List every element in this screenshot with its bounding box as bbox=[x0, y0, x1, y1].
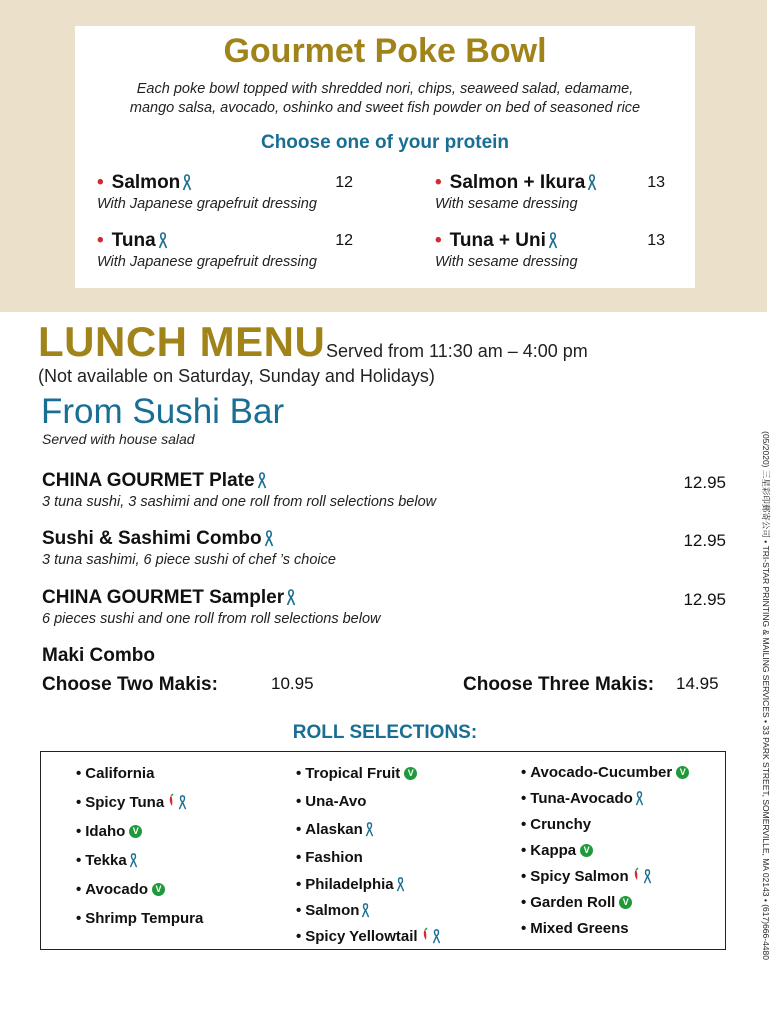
poke-subtitle: Choose one of your protein bbox=[260, 132, 510, 153]
sushi-bar-title: From Sushi Bar bbox=[41, 392, 285, 431]
sushi-item-price: 12.95 bbox=[683, 590, 726, 609]
poke-item-name: Tuna bbox=[111, 230, 156, 251]
roll-selections-box bbox=[40, 751, 726, 950]
poke-item-salmon-ikura bbox=[435, 172, 665, 218]
roll-selections-heading: ROLL SELECTIONS: bbox=[292, 722, 478, 743]
roll-item: • Shrimp Tempura bbox=[76, 910, 204, 927]
sushi-item-combo bbox=[42, 528, 726, 574]
poke-item-price: 13 bbox=[647, 232, 665, 249]
maki-combo-title: Maki Combo bbox=[42, 645, 155, 666]
lunch-menu-title: LUNCH MENU bbox=[38, 318, 326, 365]
poke-description-line: Each poke bowl topped with shredded nori, chips, seaweed salad, edamame, bbox=[136, 81, 634, 97]
sushi-item-sampler bbox=[42, 587, 726, 633]
sushi-item-price: 12.95 bbox=[683, 531, 726, 550]
sushi-item-name: CHINA GOURMET Plate bbox=[42, 470, 255, 491]
poke-item-name: Salmon + Ikura bbox=[449, 172, 586, 193]
bullet-icon: • bbox=[435, 230, 442, 251]
lunch-served-hours: Served from 11:30 am – 4:00 pm bbox=[326, 341, 588, 361]
chili-icon bbox=[168, 794, 176, 811]
roll-item: • Kappa V bbox=[521, 837, 689, 863]
poke-item-tuna-uni bbox=[435, 230, 665, 276]
poke-description-line: mango salsa, avocado, oshinko and sweet fish powder on bed of seasoned rice bbox=[129, 100, 641, 116]
roll-item: • Spicy Yellowtail bbox=[296, 923, 441, 949]
roll-item: • Idaho V bbox=[76, 817, 203, 846]
roll-item: • California bbox=[76, 765, 155, 782]
ribbon-icon bbox=[264, 530, 274, 547]
sushi-item-desc: 3 tuna sushi, 3 sashimi and one roll from roll selections below bbox=[42, 494, 437, 510]
ribbon-icon bbox=[432, 929, 441, 944]
poke-item-name: Salmon bbox=[111, 172, 181, 193]
ribbon-icon bbox=[158, 232, 168, 249]
vegetarian-icon: V bbox=[152, 883, 165, 896]
poke-item-salmon bbox=[97, 172, 353, 218]
bullet-icon: • bbox=[435, 172, 442, 193]
roll-column-2 bbox=[296, 759, 441, 949]
sushi-item-name: Sushi & Sashimi Combo bbox=[42, 528, 262, 549]
maki-two-label: Choose Two Makis: bbox=[42, 674, 218, 695]
poke-item-name: Tuna + Uni bbox=[449, 230, 546, 251]
roll-item: • Crunchy bbox=[521, 815, 592, 833]
ribbon-icon bbox=[365, 822, 374, 837]
roll-item: • Salmon bbox=[296, 897, 441, 923]
roll-column-3 bbox=[521, 759, 689, 941]
roll-item: • Tuna-Avocado bbox=[521, 785, 689, 811]
lunch-availability-note: (Not available on Saturday, Sunday and Holidays) bbox=[38, 366, 435, 386]
roll-item: • Alaskan bbox=[296, 815, 441, 843]
roll-item: • Avocado V bbox=[76, 875, 203, 904]
sushi-item-desc: 3 tuna sashimi, 6 piece sushi of chef ’s choice bbox=[42, 552, 336, 568]
ribbon-icon bbox=[286, 589, 296, 606]
ribbon-icon bbox=[182, 174, 192, 191]
ribbon-icon bbox=[548, 232, 558, 249]
sushi-bar-subtitle: Served with house salad bbox=[42, 431, 195, 447]
poke-item-desc: With Japanese grapefruit dressing bbox=[97, 254, 317, 270]
poke-title: Gourmet Poke Bowl bbox=[223, 32, 547, 70]
vegetarian-icon: V bbox=[619, 896, 632, 909]
roll-item: • Tropical Fruit V bbox=[296, 759, 441, 787]
ribbon-icon bbox=[635, 791, 644, 806]
roll-item: • Spicy Salmon bbox=[521, 863, 689, 889]
roll-item: • Avocado-Cucumber V bbox=[521, 759, 689, 785]
vegetarian-icon: V bbox=[129, 825, 142, 838]
poke-bowl-card bbox=[75, 26, 695, 288]
roll-item: • Spicy Tuna bbox=[76, 788, 203, 817]
sushi-item-price: 12.95 bbox=[683, 473, 726, 492]
roll-item: • Una-Avo bbox=[296, 792, 367, 810]
maki-three-price: 14.95 bbox=[676, 674, 719, 693]
sushi-item-name: CHINA GOURMET Sampler bbox=[42, 587, 285, 608]
chili-icon bbox=[633, 868, 641, 885]
poke-item-price: 13 bbox=[647, 174, 665, 191]
vegetarian-icon: V bbox=[580, 844, 593, 857]
printer-credit-line: (05/2020) 三星彩印郵寄公司 • TRI-STAR PRINTING & MAILING SERVICES • 33 PARK STREET, SOMERVILLE, MA 02143 • (617)666-4480 bbox=[761, 431, 771, 960]
ribbon-icon bbox=[396, 877, 405, 892]
roll-item: • Garden Roll V bbox=[521, 889, 689, 915]
roll-item: • Mixed Greens bbox=[521, 919, 629, 937]
ribbon-icon bbox=[587, 174, 597, 191]
sushi-item-desc: 6 pieces sushi and one roll from roll selections below bbox=[42, 611, 381, 627]
ribbon-icon bbox=[178, 795, 187, 810]
poke-item-desc: With sesame dressing bbox=[435, 196, 578, 212]
vegetarian-icon: V bbox=[676, 766, 689, 779]
poke-item-desc: With Japanese grapefruit dressing bbox=[97, 196, 317, 212]
roll-item: • Fashion bbox=[296, 848, 363, 866]
roll-column-1 bbox=[76, 759, 203, 933]
poke-item-tuna bbox=[97, 230, 353, 276]
ribbon-icon bbox=[257, 472, 267, 489]
poke-item-price: 12 bbox=[335, 174, 353, 191]
poke-item-price: 12 bbox=[335, 232, 353, 249]
maki-three-label: Choose Three Makis: bbox=[463, 674, 655, 695]
ribbon-icon bbox=[129, 853, 138, 868]
bullet-icon: • bbox=[97, 230, 104, 251]
ribbon-icon bbox=[643, 869, 652, 884]
vegetarian-icon: V bbox=[404, 767, 417, 780]
maki-two-price: 10.95 bbox=[271, 674, 314, 693]
roll-item: • Tekka bbox=[76, 846, 203, 875]
bullet-icon: • bbox=[97, 172, 104, 193]
poke-description bbox=[75, 80, 695, 118]
sushi-item-plate bbox=[42, 470, 726, 516]
roll-item: • Philadelphia bbox=[296, 871, 441, 897]
ribbon-icon bbox=[361, 903, 370, 918]
poke-item-desc: With sesame dressing bbox=[435, 254, 578, 270]
chili-icon bbox=[422, 928, 430, 945]
